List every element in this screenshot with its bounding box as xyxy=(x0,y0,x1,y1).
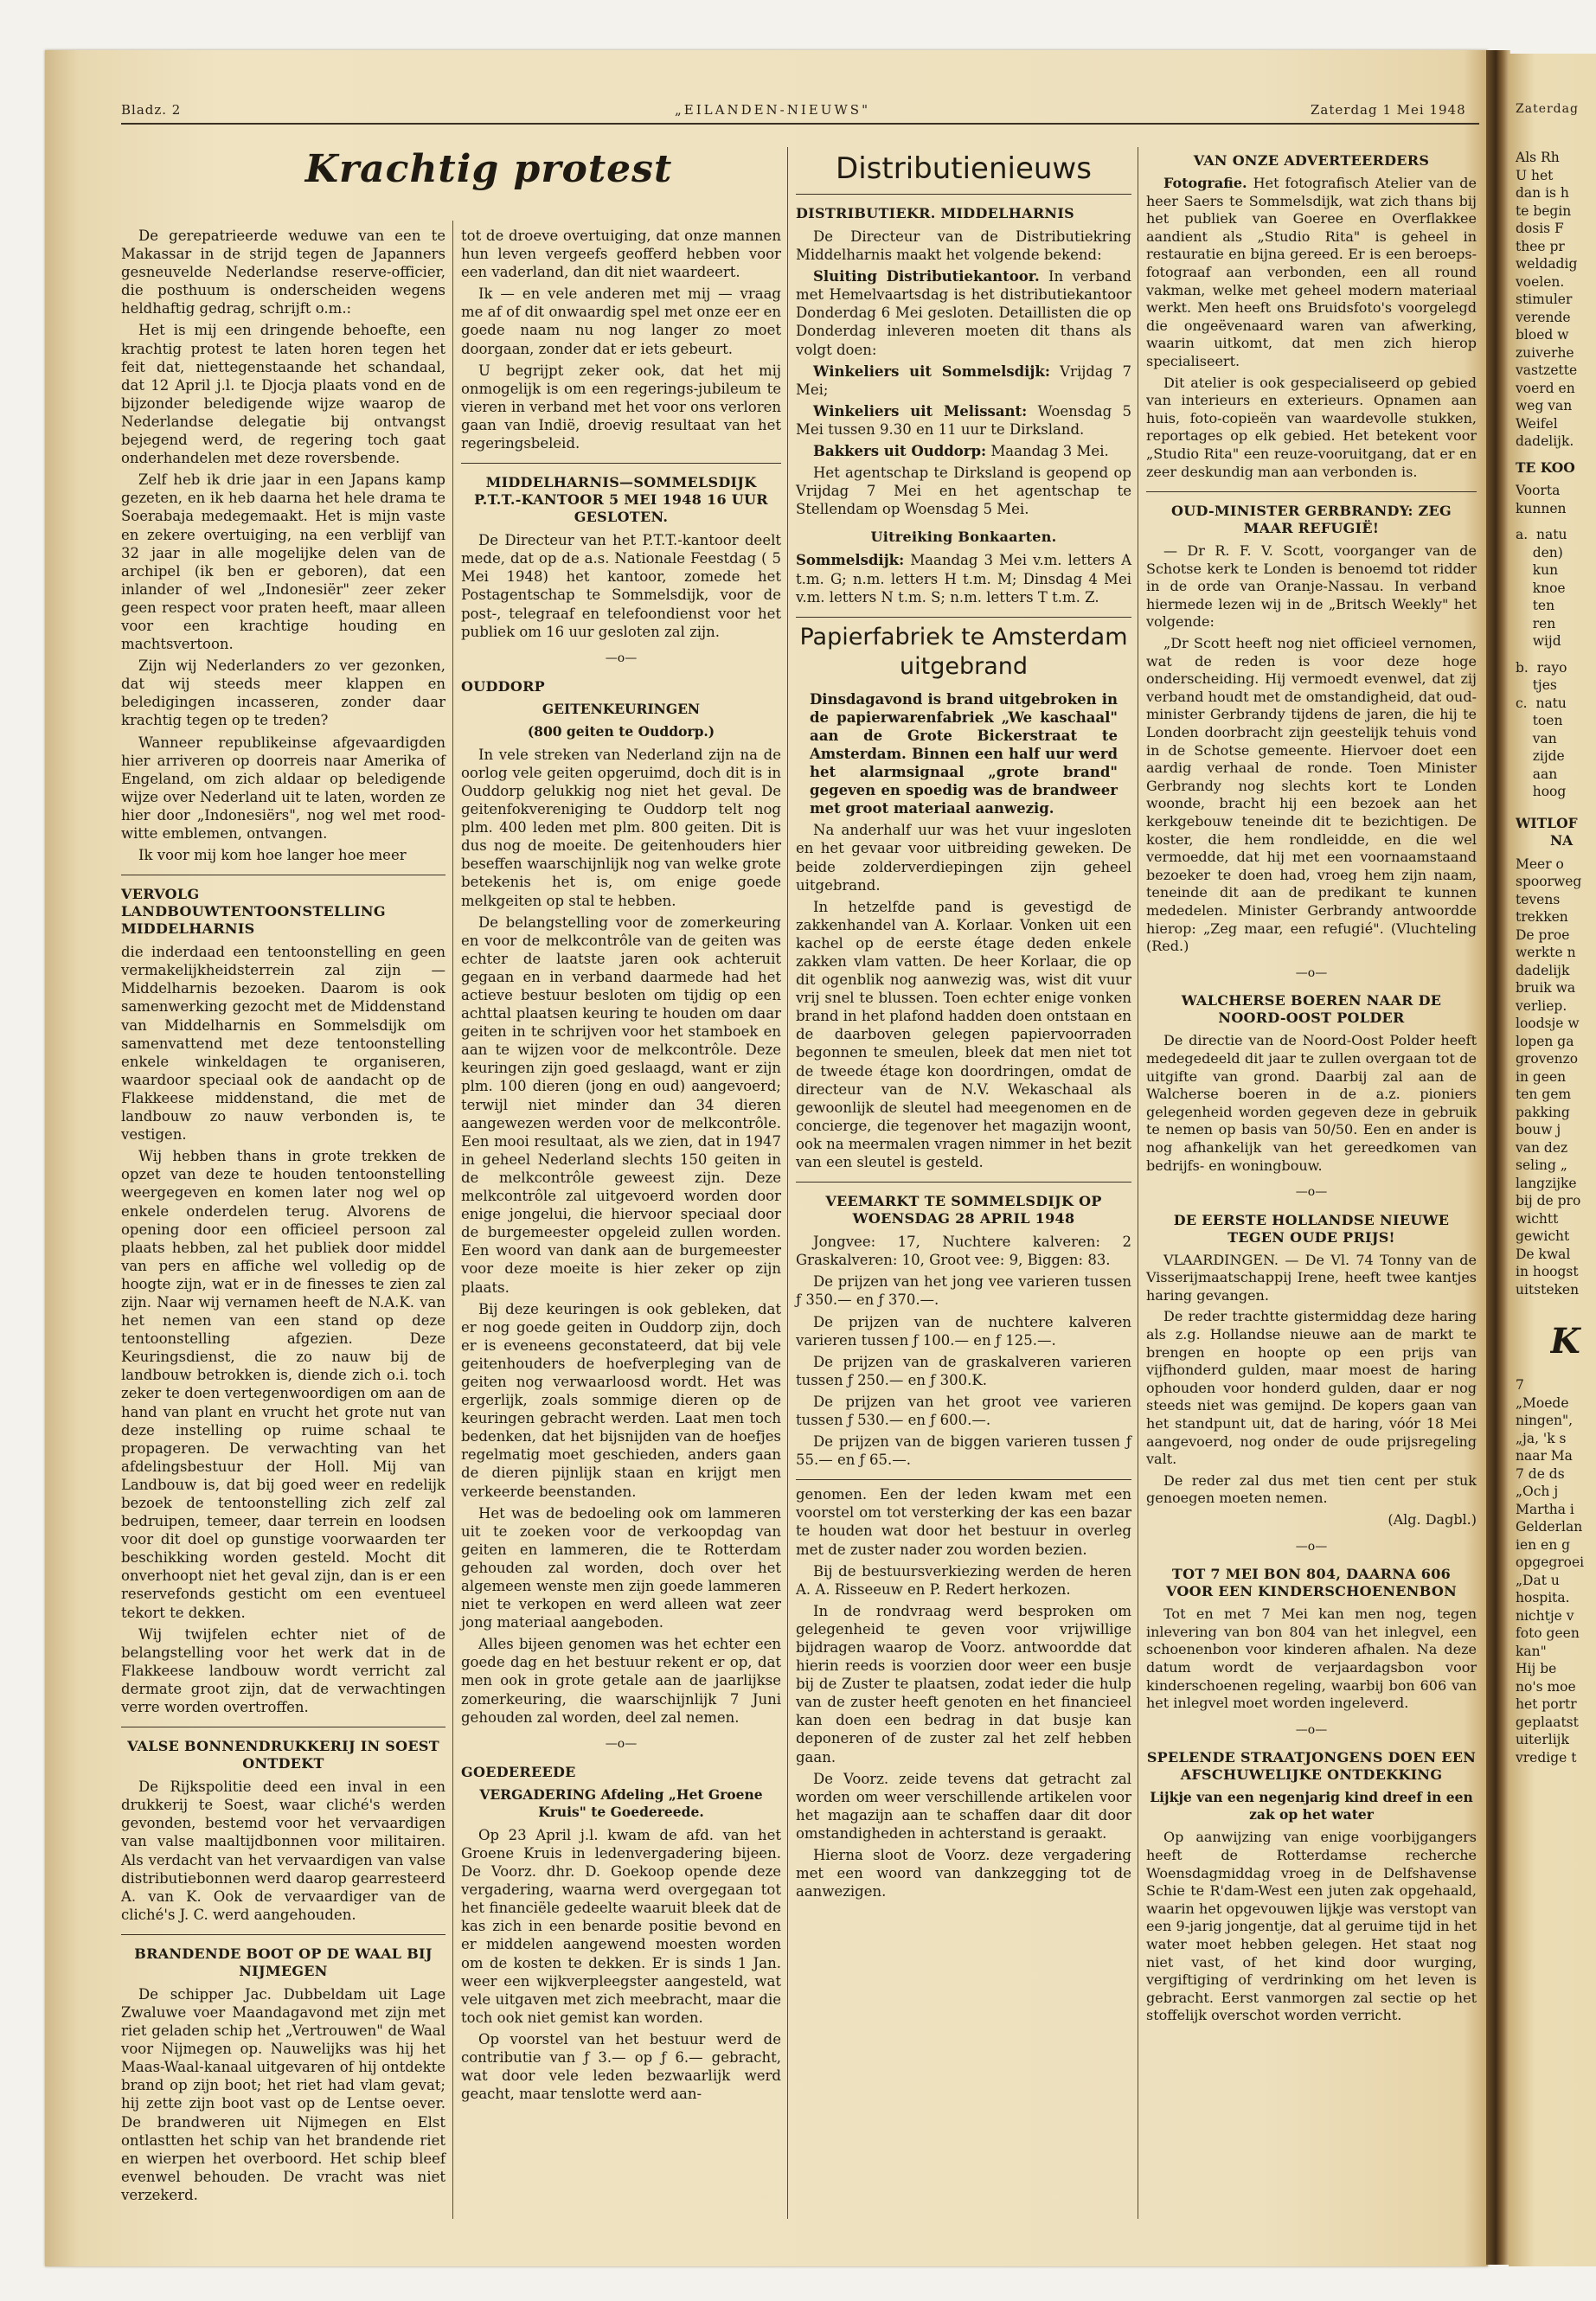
text-line: seling „ xyxy=(1516,1157,1567,1173)
separator: —o— xyxy=(605,1736,638,1751)
text-line: spoorweg xyxy=(1516,874,1582,889)
section-rule xyxy=(461,463,781,464)
text-line: Gelderlan xyxy=(1516,1519,1583,1535)
page-binding xyxy=(1486,50,1510,2265)
text-line: het portr xyxy=(1516,1696,1577,1712)
paragraph: Op 23 April j.l. kwam de afd. van het Groene Kruis in ledenvergadering bijeen. De Voorz. dhr. D. Goekoop opende deze vergadering, waarna werd overgegaan tot het financiële gedeelte waaruit bleek dat de kas zich in een benarde positie bevond en er middelen aangewend moesten worden om de kosten te dekken. Er is sinds 1 Jan. weer een wijkverpleegster aangesteld, wat vele uitgaven met zich meebracht, maar die toch ook niet gemist kan worden. xyxy=(461,1826,781,2026)
section-rule xyxy=(121,1934,445,1935)
text-line: „Moede xyxy=(1516,1394,1569,1411)
page-number: Bladz. 2 xyxy=(121,102,182,118)
text-line: dosis F xyxy=(1516,221,1564,236)
text-line: tevens xyxy=(1516,891,1561,907)
text-line: vredige t xyxy=(1516,1749,1577,1766)
text-line: werkte n xyxy=(1516,945,1576,960)
paragraph: U begrijpt zeker ook, dat het mij onmogelijk is om een regerings-jubileum te vieren in verband met het voor ons verloren gaan van Indië, droevig resultaat van het regeringsbeleid. xyxy=(461,362,781,452)
text-line: toen xyxy=(1516,713,1563,728)
paragraph: Na anderhalf uur was het vuur ingesloten en het gevaar voor uitbreiding geweken. De beide zolderverdiepingen zijn geheel uitgebrand. xyxy=(796,822,1131,894)
header-rule xyxy=(121,123,1479,125)
text-line: ren xyxy=(1516,615,1556,631)
text-line: verliep. xyxy=(1516,997,1567,1014)
paragraph: De prijzen van de graskalveren varieren tussen ƒ 250.— en ƒ 300.K. xyxy=(796,1353,1131,1388)
paragraph-lead: Winkeliers uit Sommelsdijk: xyxy=(813,362,1050,380)
section-rule xyxy=(796,617,1131,618)
text-line: vastzette xyxy=(1516,362,1578,378)
paragraph: De Directeur van de Distributiekring Middelharnis maakt het volgende bekend: xyxy=(796,228,1131,264)
text-line: nichtje v xyxy=(1516,1607,1574,1624)
paragraph: De Rijkspolitie deed een inval in een drukkerij te Soest, waar cliché's werden gevonden, bestemd voor het vervaardigen van valse maaltijdbonnen voor militairen. Als verdacht van het vervaardigen van valse distributiebonnen werd daarop gearresteerd A. van K. Ook de vervaardiger van de cliché's J. C. werd aangehouden. xyxy=(121,1779,445,1923)
text-line: bloed w xyxy=(1516,327,1569,343)
paragraph: Het fotografisch Atelier van de heer Saers te Sommelsdijk, wat zich thans bij het publiek van Goeree en Overflakkee aandient als „Studio Rita" is geheel in restauratie en bijna gereed. Er is een beroeps-fotograaf aan verbonden, een all round vakman, welke met geheel modern materiaal werkt. Men heeft ons Bruidsfoto's voorgelegd die ongeëvenaard waren van afwerking, waarin uitkomt, dat men zich hierop specialiseert. xyxy=(1146,175,1477,369)
separator: —o— xyxy=(1295,1185,1328,1200)
text-line: no's moe xyxy=(1516,1678,1576,1695)
text-line: wijd xyxy=(1516,633,1561,649)
text-line: dadelijk xyxy=(1516,962,1570,978)
text-line: kunnen xyxy=(1516,500,1567,516)
text-line: De proe xyxy=(1516,926,1570,943)
text-line: in geen xyxy=(1516,1068,1567,1085)
text-line: weg van xyxy=(1516,398,1573,413)
paragraph: In verband met Hemelvaartsdag is het distributiekantoor Donderdag 6 Mei gesloten. Detaillisten die op Donderdag inleveren moeten dit thans als volgt doen: xyxy=(796,268,1131,358)
paragraph: De prijzen van de biggen varieren tussen ƒ 55.— en ƒ 65.—. xyxy=(796,1433,1131,1469)
paragraph: In de rondvraag werd besproken om gelegenheid te geven voor vrijwillige bijdragen waarop de Voorz. antwoordde dat hierin reeds is voorzien door weer een busje bij de Zuster te plaatsen, zodat ieder die hulp van de zuster heeft genoten en het financieel kan doen een bedrag in dat busje kan deponeren of de zuster zal het zelf hebben gaan. xyxy=(796,1602,1131,1766)
separator: —o— xyxy=(1295,1722,1328,1737)
text-line: ten gem xyxy=(1516,1086,1572,1102)
paragraph: Vrijdag 7 Mei; xyxy=(796,362,1131,398)
text-line: naar Ma xyxy=(1516,1448,1573,1464)
paragraph: In hetzelfde pand is gevestigd de zakkenhandel van A. Korlaar. Vonken uit een kachel op de eerste étage deden enkele zakken vlam vatten. De heer Korlaar, die op dit ogenblik nog aanwezig was, wist dit vuur vrij snel te blussen. Toen echter enige vonken brand in het plafond hadden doen ontstaan en de daarboven gelegen papiervoorraden begonnen te smeulen, bleek dat men niet tot de tweede étage kon doordringen, omdat de directeur van de N.V. Wekaschaal als gewoonlijk de sleutel had meegenomen en de concierge, die tegenover het magazijn woont, ook na meermalen vragen nimmer in het bezit van een sleutel is gesteld. xyxy=(796,898,1131,1171)
text-line: grovenzo xyxy=(1516,1051,1579,1067)
text-line: loodsje w xyxy=(1516,1016,1580,1031)
paragraph: De reder trachtte gistermiddag deze haring als z.g. Hollandse nieuwe aan de markt te brengen en hoopte op een prijs van vijfhonderd gulden, maar moest de haring ophouden voor honderd gulden, daar er nog steeds niet was gemijnd. De kopers gaan van het standpunt uit, dat de haring, vóór 18 Mei aangevoerd, nog onder de oude prijsregeling valt. xyxy=(1146,1308,1477,1468)
subheadline: GEITENKEURINGEN xyxy=(542,700,701,717)
paragraph: De prijzen van het jong vee varieren tussen ƒ 350.— en ƒ 370.—. xyxy=(796,1273,1131,1309)
section-rule xyxy=(1146,491,1477,492)
headline: VERVOLG LANDBOUWTENTOONSTELLING MIDDELHARNIS xyxy=(121,886,386,938)
text-line: opgegroei xyxy=(1516,1554,1585,1570)
text-line: langzijke xyxy=(1516,1175,1577,1191)
text-line: stimuler xyxy=(1516,292,1573,307)
text-line: gewicht xyxy=(1516,1228,1570,1244)
text-line: „ja, 'k s xyxy=(1516,1430,1567,1446)
text-line: wichtt xyxy=(1516,1210,1559,1227)
headline: SPELENDE STRAATJONGENS DOEN EEN AFSCHUWELIJKE ONTDEKKING xyxy=(1146,1749,1477,1784)
headline: Uitreiking Bonkaarten. xyxy=(870,529,1057,546)
text-line: thee pr xyxy=(1516,238,1565,254)
text-line: dan is h xyxy=(1516,185,1569,201)
text-line: „Och j xyxy=(1516,1484,1559,1499)
script-title-fragment: K xyxy=(1550,1321,1580,1362)
text-line: 7 de ds xyxy=(1516,1465,1565,1482)
paragraph: De schipper Jac. Dubbeldam uit Lage Zwaluwe voer Maandagavond met zijn met riet geladen schip het „Vertrouwen" de Waal voor Nijmegen op. Nauwelijks was hij het Maas-Waal-kanaal uitgevaren of hij ontdekte brand op zijn boot; het riet had vlam gevat; hij zette zijn boot vast op de Lentse oever. De brandweren uit Nijmegen en Elst ontlastten het schip van het brandende riet en wierpen het overboord. Het schip bleef evenwel behouden. De vracht was niet verzekerd. xyxy=(121,1985,445,2203)
paragraph-lead: Sluiting Distributiekantoor. xyxy=(813,268,1040,285)
text-line: kun xyxy=(1516,562,1559,578)
paragraph: Maandag 3 Mei. xyxy=(986,443,1109,460)
separator: —o— xyxy=(1295,1539,1328,1554)
text-line: voerd en xyxy=(1516,380,1575,396)
paragraph: De reder zal dus met tien cent per stuk genoegen moeten nemen. xyxy=(1146,1471,1477,1507)
column-2 xyxy=(461,227,781,2106)
section-rule xyxy=(796,194,1131,195)
paragraph: tot de droeve overtuiging, dat onze mannen hun leven vergeefs geofferd hebben voor een vaderland, dan dit niet waardeert. xyxy=(461,228,781,281)
newspaper-name: „EILANDEN-NIEUWS" xyxy=(675,102,870,118)
headline: TOT 7 MEI BON 804, DAARNA 606 VOOR EEN KINDERSCHOENENBON xyxy=(1165,1566,1457,1600)
separator: —o— xyxy=(1295,965,1328,980)
paragraph: Hierna sloot de Voorz. deze vergadering met een woord van dankzegging tot de aanwezigen. xyxy=(796,1847,1131,1900)
paragraph: Op aanwijzing van enige voorbijgangers heeft de Rotterdamse recherche Woensdagmiddag vroeg in de Delfshavense Schie te R'dam-West een juten zak opgehaald, waarin het opgevouwen lijkje was verstopt van een 9-jarig jongentje, dat al geruime tijd in het water moet hebben gelegen. Het staat nog niet vast, of het kind door wurging, vergiftiging of verdrinking om het leven is gebracht. Eerst vanmorgen zal sectie op het stoffelijk overschot worden verricht. xyxy=(1146,1829,1477,2024)
text-line: 7 xyxy=(1516,1377,1524,1393)
text-line: zuiverhe xyxy=(1516,344,1574,361)
text-line: in hoogst xyxy=(1516,1264,1579,1279)
text-line: Als Rh xyxy=(1516,150,1560,165)
text-line: ien en g xyxy=(1516,1536,1571,1553)
headline: WALCHERSE BOEREN NAAR DE NOORD-OOST POLDER xyxy=(1181,992,1442,1027)
paragraph: De belangstelling voor de zomerkeuring en voor de melkcontrôle van de geiten was echter de laatste jaren ook achteruit gegaan en in verband daarmede had het actieve bestuur besloten om tijdig op een achttal plaatsen keuring te houden om daar geiten in te schrijven voor het stamboek en aan te wijzen voor de melkcontrôle. Deze keuringen zijn goed geslaagd, want er zijn plm. 100 dieren (jong en oud) aangevoerd; terwijl niet minder dan 34 dieren aangewezen werden voor de melkcontrôle. Een mooi resultaat, als we zien, dat in 1947 in geheel Nederland slechts 150 geiten in de melkcontrôle geweest zijn. Deze melkcontrôle zal uitgevoerd worden door enige jongelui, die hiervoor speciaal door de burgemeester opgeleid zullen worden. Een woord van dank aan de burgemeester voor deze moeite is hier zeker op zijn plaats. xyxy=(461,913,781,1296)
headline: MIDDELHARNIS—SOMMELSDIJK P.T.T.-KANTOOR 5 MEI 1948 16 UUR GESLOTEN. xyxy=(474,474,768,526)
text-line: Voorta xyxy=(1516,483,1561,498)
paragraph: Het was de bedoeling ook om lammeren uit te zoeken voor de verkoopdag van geiten en lammeren, die te Rotterdam gehouden zal worden, doch over het algemeen wenste men zijn goede lammeren niet te verkopen en werd alleen wat zeer jong materiaal aangeboden. xyxy=(461,1504,781,1631)
source-credit: (Alg. Dagbl.) xyxy=(1388,1511,1477,1528)
issue-date: Zaterdag 1 Mei 1948 xyxy=(1311,102,1466,118)
paragraph: Dit atelier is ook gespecialiseerd op gebied van interieurs en exterieurs. Opnamen aan huis, foto-copieën van waardevolle stukken, reportages op elk gebied. Het betekent voor „Studio Rita" een reuze-vooruitgang, dat er en zeer deskundig man aan verbonden is. xyxy=(1146,374,1477,480)
subheadline: VERGADERING Afdeling „Het Groene Kruis" te Goedereede. xyxy=(479,1785,763,1820)
text-line: van xyxy=(1516,730,1557,747)
paragraph: Alles bijeen genomen was het echter een goede dag en het bestuur rekent er op, dat men ook in grote getale aan de jaarlijkse zomerkeuring, die waarschijnlijk 7 Juni gehouden zal worden, deel zal nemen. xyxy=(461,1636,781,1726)
paragraph: Tot en met 7 Mei kan men nog, tegen inlevering van bon 804 van het inlegvel, een schoenenbon voor kinderen afhalen. Na deze datum wordt de verjaardagsbon voor kinderschoenen regeling, waarbij bon 606 van het inlegvel moet worden ingeleverd. xyxy=(1146,1606,1477,1712)
text-line: hospita. xyxy=(1516,1590,1570,1606)
text-line: pakking xyxy=(1516,1104,1570,1120)
text-line: uiterlijk xyxy=(1516,1732,1569,1747)
text-line: aan xyxy=(1516,766,1558,782)
text-line: bruik wa xyxy=(1516,980,1576,996)
headline: BRANDENDE BOOT OP DE WAAL BIJ NIJMEGEN xyxy=(134,1945,433,1979)
paragraph: Het is mij een dringende behoefte, een krachtig protest te laten horen tegen het feit dat, niettegenstaande het schandaal, dat 12 April j.l. te Djocja plaats vond en de bijzonder beledigende wijze waarop de Nederlandse delegatie bij ontvangst bejegend werd, de regering toch gaat onderhandelen met deze roversbende. xyxy=(121,322,445,467)
headline: DISTRIBUTIEKR. MIDDELHARNIS xyxy=(796,205,1074,221)
text-line: Martha i xyxy=(1516,1501,1574,1517)
paragraph: — Dr R. F. V. Scott, voorganger van de Schotse kerk te Londen is benoemd tot ridder in de orde van Oranje-Nassau. In verband hiermede lezen wij in de „Britsch Weekly" het volgende: xyxy=(1146,542,1477,631)
headline: TE KOO xyxy=(1516,458,1575,476)
paragraph: Woensdag 5 Mei tussen 9.30 en 11 uur te Dirksland. xyxy=(796,402,1131,438)
text-line: U het xyxy=(1516,167,1554,183)
paragraph: „Dr Scott heeft nog niet officieel vernomen, wat de reden is voor deze hoge onderscheiding. Hij vermoedt evenwel, dat zij verband houdt met de omstandigheid, dat oud-minister Gerbrandy tijdens de jaren, die hij te Londen doorbracht zijn geestelijk tehuis vond in de Schotse gemeente. Hiervoer doet een aardig verhaal de ronde. Toen Minister Gerbrandy nog slechts kort te Londen woonde, bracht hij een bezoek aan het kerkgebouw teneinde dit te bezichtigen. De koster, die hem rondleidde, en die wel vermoedde, dat hij met een voornaamstaand bezoeker te doen had, vroeg hem zijn naam, teneinde dit aan de predikant te kunnen mededelen. Minister Gerbrandy antwoordde hierop: „Zeg maar, een refugié". (Vluchteling (Red.) xyxy=(1146,635,1477,955)
text-line: ningen", xyxy=(1516,1413,1574,1428)
lead-paragraph: Dinsdagavond is brand uitgebroken in de papierwarenfabriek „We kaschaal" aan de Grote Bickerstraat te Amsterdam. Binnen een half uur werd het alarmsignaal „grote brand" gegeven en spoedig was de brandweer met groot materiaal aanwezig. xyxy=(810,690,1118,817)
text-line: Hij be xyxy=(1516,1661,1557,1676)
text-line: bouw j xyxy=(1516,1122,1561,1138)
section-rule xyxy=(796,1479,1131,1480)
column-divider xyxy=(452,221,453,2219)
paragraph-lead: Bakkers uit Ouddorp: xyxy=(813,443,987,460)
text-line: van dez xyxy=(1516,1139,1568,1156)
text-line: Weifel xyxy=(1516,415,1558,432)
section-title-distributienieuws: Distributienieuws xyxy=(836,151,1092,186)
headline: VAN ONZE ADVERTEERDERS xyxy=(1193,152,1430,169)
column-4 xyxy=(1146,149,1477,2029)
text-line: den) xyxy=(1516,544,1563,561)
section-rule xyxy=(796,1182,1131,1183)
text-line: geplaatst xyxy=(1516,1714,1579,1730)
column-1 xyxy=(121,227,445,2208)
text-line: foto geen xyxy=(1516,1625,1580,1641)
text-line: c. natu xyxy=(1516,695,1567,711)
text-line: voelen. xyxy=(1516,273,1565,290)
headline-papierfabriek: Papierfabriek te Amsterdam uitgebrand xyxy=(799,623,1128,680)
subheadline: Lijkje van een negenjarig kind dreef in een zak op het water xyxy=(1150,1789,1473,1823)
adjacent-page-date: Zaterdag xyxy=(1516,102,1579,116)
paragraph: Maandag 3 Mei v.m. letters A t.m. G; n.m. letters H t.m. M; Dinsdag 4 Mei v.m. letters N t.m. S; n.m. letters T t.m. Z. xyxy=(796,552,1131,606)
text-line: te begin xyxy=(1516,202,1572,219)
headline: OUDDORP xyxy=(461,677,546,695)
headline: OUD-MINISTER GERBRANDY: ZEG MAAR REFUGIË! xyxy=(1171,503,1452,537)
text-line: dadelijk. xyxy=(1516,433,1574,449)
text-line: uitsteken xyxy=(1516,1281,1580,1298)
text-line: „Dat u xyxy=(1516,1572,1560,1588)
headline: VALSE BONNENDRUKKERIJ IN SOEST ONTDEKT xyxy=(127,1738,439,1772)
headline: GOEDEREEDE xyxy=(461,1763,576,1780)
text-line: verende xyxy=(1516,309,1571,325)
paragraph: Ik voor mij kom hoe langer hoe meer xyxy=(138,847,407,864)
paragraph: Bij de bestuursverkiezing werden de heren A. A. Risseeuw en P. Redert herkozen. xyxy=(796,1562,1131,1598)
text-line: kan" xyxy=(1516,1643,1547,1659)
paragraph-lead: Sommelsdijk: xyxy=(796,552,905,569)
text-line: ten xyxy=(1516,598,1555,613)
paragraph: De prijzen van de nuchtere kalveren varieren tussen ƒ 100.— en ƒ 125.—. xyxy=(796,1313,1131,1349)
paragraph: Wanneer republikeinse afgevaardigden hier arriveren op doorreis naar Amerika of Engeland, om zich aldaar op beledigende wijze over Nederland uit te laten, worden ze hier door „Indonesiërs", nog wel met rood-witte emblemen, ontvangen. xyxy=(121,734,445,842)
paragraph: De Directeur van het P.T.T.-kantoor deelt mede, dat op de a.s. Nationale Feestdag ( 5 Mei 1948) het kantoor, zomede het Postagentschap te Sommelsdijk, voor de post-, telegraaf en telefoondienst voor het publiek om 16 uur gesloten zal zijn. xyxy=(461,532,781,640)
paragraph: Wij twijfelen echter niet of de belangstelling voor het werk dat in de Flakkeese landbouw wordt verricht zal dermate groot zijn, dat de verwachtingen verre worden overtroffen. xyxy=(121,1625,445,1716)
headline: NA xyxy=(1550,832,1574,849)
paragraph: Wij hebben thans in grote trekken de opzet van deze te houden tentoonstelling weergegeven en komen later nog wel op enkele onderdelen terug. Alvorens de opening door een officieel persoon zal plaats hebben, zal het publiek door middel van pers en affiche wel volledig op de hoogte zijn, wat er in de finesses te zien zal zijn. Naar wij vernamen heeft de N.A.K. van het nemen van een stand op deze tentoonstelling afgezien. Deze Keuringsdienst, die zo nauw bij de landbouw betrokken is, diende zich o.i. toch zeker te doen vertegenwoordigen om aan de hand van plant en vrucht het grote nut van deze instelling op ruime schaal te propageren. De verwachting van het afdelingsbestuur der Holl. Mij van Landbouw is, dat bij goed weer en redelijk bezoek de tentoonstelling zich zelf zal bedruipen, temeer, daar terrein en loodsen voor dit doel op gunstige voorwaarden ter beschikking worden gesteld. Mocht dit onverhoopt niet het geval zijn, dan is er een reservefonds gesticht om een eventueel tekort te dekken. xyxy=(121,1148,445,1621)
column-3 xyxy=(796,149,1131,1904)
paragraph: genomen. Een der leden kwam met een voorstel om tot versterking der kas een bazar te houden wat door het bestuur in overleg met de zuster nader zou worden bezien. xyxy=(796,1486,1131,1558)
paragraph-lead: Fotografie. xyxy=(1163,175,1247,191)
paragraph: De prijzen van het groot vee varieren tussen ƒ 530.— en ƒ 600.—. xyxy=(796,1393,1131,1428)
paragraph: VLAARDINGEN. — De Vl. 74 Tonny van de Visserijmaatschappij Irene, heeft twee kantjes haring gevangen. xyxy=(1146,1251,1477,1304)
text-line: trekken xyxy=(1516,909,1568,925)
paragraph-lead: Winkeliers uit Melissant: xyxy=(813,402,1028,420)
subheadline: (800 geiten te Ouddorp.) xyxy=(527,722,715,740)
paragraph: Op voorstel van het bestuur werd de contributie van ƒ 3.— op ƒ 6.— gebracht, wat door vele leden bezwaarlijk werd geacht, maar tenslotte werd aan- xyxy=(461,2030,781,2103)
text-line: b. rayo xyxy=(1516,659,1567,676)
text-line: zijde xyxy=(1516,748,1565,764)
text-line: De kwal xyxy=(1516,1246,1571,1262)
text-line: hoog xyxy=(1516,784,1567,799)
paragraph: Zijn wij Nederlanders zo ver gezonken, dat wij steeds meer klappen en beledigingen incasseren, zonder daar krachtig tegen op te treden? xyxy=(121,657,445,729)
paragraph: die inderdaad een tentoonstelling en geen vermakelijkheidsterrein zal zijn — Middelharnis bezoeken. Daarom is ook samenwerking gezocht met de Middenstand van Middelharnis en Sommelsdijk om samenvattend met deze tentoonstelling enkele winkeldagen te organiseren, waardoor speciaal ook de aandacht op de Flakkeese middenstand, die met de landbouw zo nauw verbonden is, te vestigen. xyxy=(121,944,445,1144)
paragraph: In vele streken van Nederland zijn na de oorlog vele geiten opgeruimd, doch dit is in Ouddorp gelukkig nog niet het geval. De geitenfokvereniging te Ouddorp telt nog plm. 400 leden met plm. 800 geiten. Dit is dus nog de moeite. De geitenhouders hier beseffen waarschijnlijk nog van welke grote betekenis het is, om enige goede melkgeiten op stal te hebben. xyxy=(461,746,781,909)
adjacent-page-text xyxy=(1516,149,1593,2208)
paragraph: Bij deze keuringen is ook gebleken, dat er nog goede geiten in Ouddorp zijn, doch er is eveneens geconstateerd, dat bij vele geitenhouders de hoefverpleging van de geiten nog verwaarloosd wordt. Het was ergerlijk, zoals sommige dieren op de keuringen gebracht werden. Laat men toch bedenken, dat het bijsnijden van de hoefjes regelmatig moet geschieden, anders gaan de dieren pijnlijk staan en krijgt men verkeerde beenstanden. xyxy=(461,1300,781,1500)
text-line: Meer o xyxy=(1516,856,1564,872)
paragraph: Jongvee: 17, Nuchtere kalveren: 2 Graskalveren: 10, Groot vee: 9, Biggen: 83. xyxy=(796,1234,1131,1269)
text-line: weldadig xyxy=(1516,256,1578,272)
paragraph: Zelf heb ik drie jaar in een Japans kamp gezeten, en ik heb daarna het hele drama te Soerabaja medegemaakt. Het is mijn vaste en zekere overtuiging, na een verblijf van 32 jaar in alle mogelijke delen van de archipel (ik ben er geboren), dat een inlander of wel „Indonesiër" zeer zeker geen respect voor praten heeft, maar alleen voor een krachtige houding en machtsvertoon. xyxy=(121,471,445,653)
paragraph: De gerepatrieerde weduwe van een te Makassar in de strijd tegen de Japanners gesneuvelde Nederlandse reserve-officier, die posthuum is onderscheiden wegens heldhaftig gedrag, schrijft o.m.: xyxy=(121,228,445,317)
text-line: bij de pro xyxy=(1516,1193,1581,1208)
paragraph: De directie van de Noord-Oost Polder heeft medegedeeld dit jaar te zullen overgaan tot de uitgifte van grond. Daarbij zal aan de Walcherse boeren in de a.z. pioniers gelegenheid worden gegeven deze in gebruik te nemen op basis van 50/50. Een en ander is nog afhankelijk van het gereedkomen van bedrijfs- en woningbouw. xyxy=(1146,1032,1477,1174)
headline: VEEMARKT TE SOMMELSDIJK OP WOENSDAG 28 APRIL 1948 xyxy=(825,1193,1102,1227)
text-line: a. natu xyxy=(1516,527,1567,542)
paragraph: Het agentschap te Dirksland is geopend op Vrijdag 7 Mei en het agentschap te Stellendam op Woensdag 5 Mei. xyxy=(796,465,1131,518)
headline: DE EERSTE HOLLANDSE NIEUWE TEGEN OUDE PRIJS! xyxy=(1173,1211,1450,1246)
paragraph: De Voorz. zeide tevens dat getracht zal worden om weer verschillende artikelen voor het magazijn aan te schaffen daar dit door omstandigheden in achterstand is geraakt. xyxy=(796,1770,1131,1842)
headline: WITLOF xyxy=(1516,814,1578,831)
paragraph: Ik — en vele anderen met mij — vraag me af of dit onwaardig spel met onze eer en goede naam nu nog langer zo moet doorgaan, zonder dat er iets gebeurt. xyxy=(461,285,781,357)
separator: —o— xyxy=(605,651,638,665)
column-divider xyxy=(787,147,788,2219)
text-line: tjes xyxy=(1516,677,1557,693)
article-title-krachtig-protest: Krachtig protest xyxy=(304,147,673,191)
text-line: lopen ga xyxy=(1516,1033,1574,1049)
text-line: knoe xyxy=(1516,580,1566,596)
